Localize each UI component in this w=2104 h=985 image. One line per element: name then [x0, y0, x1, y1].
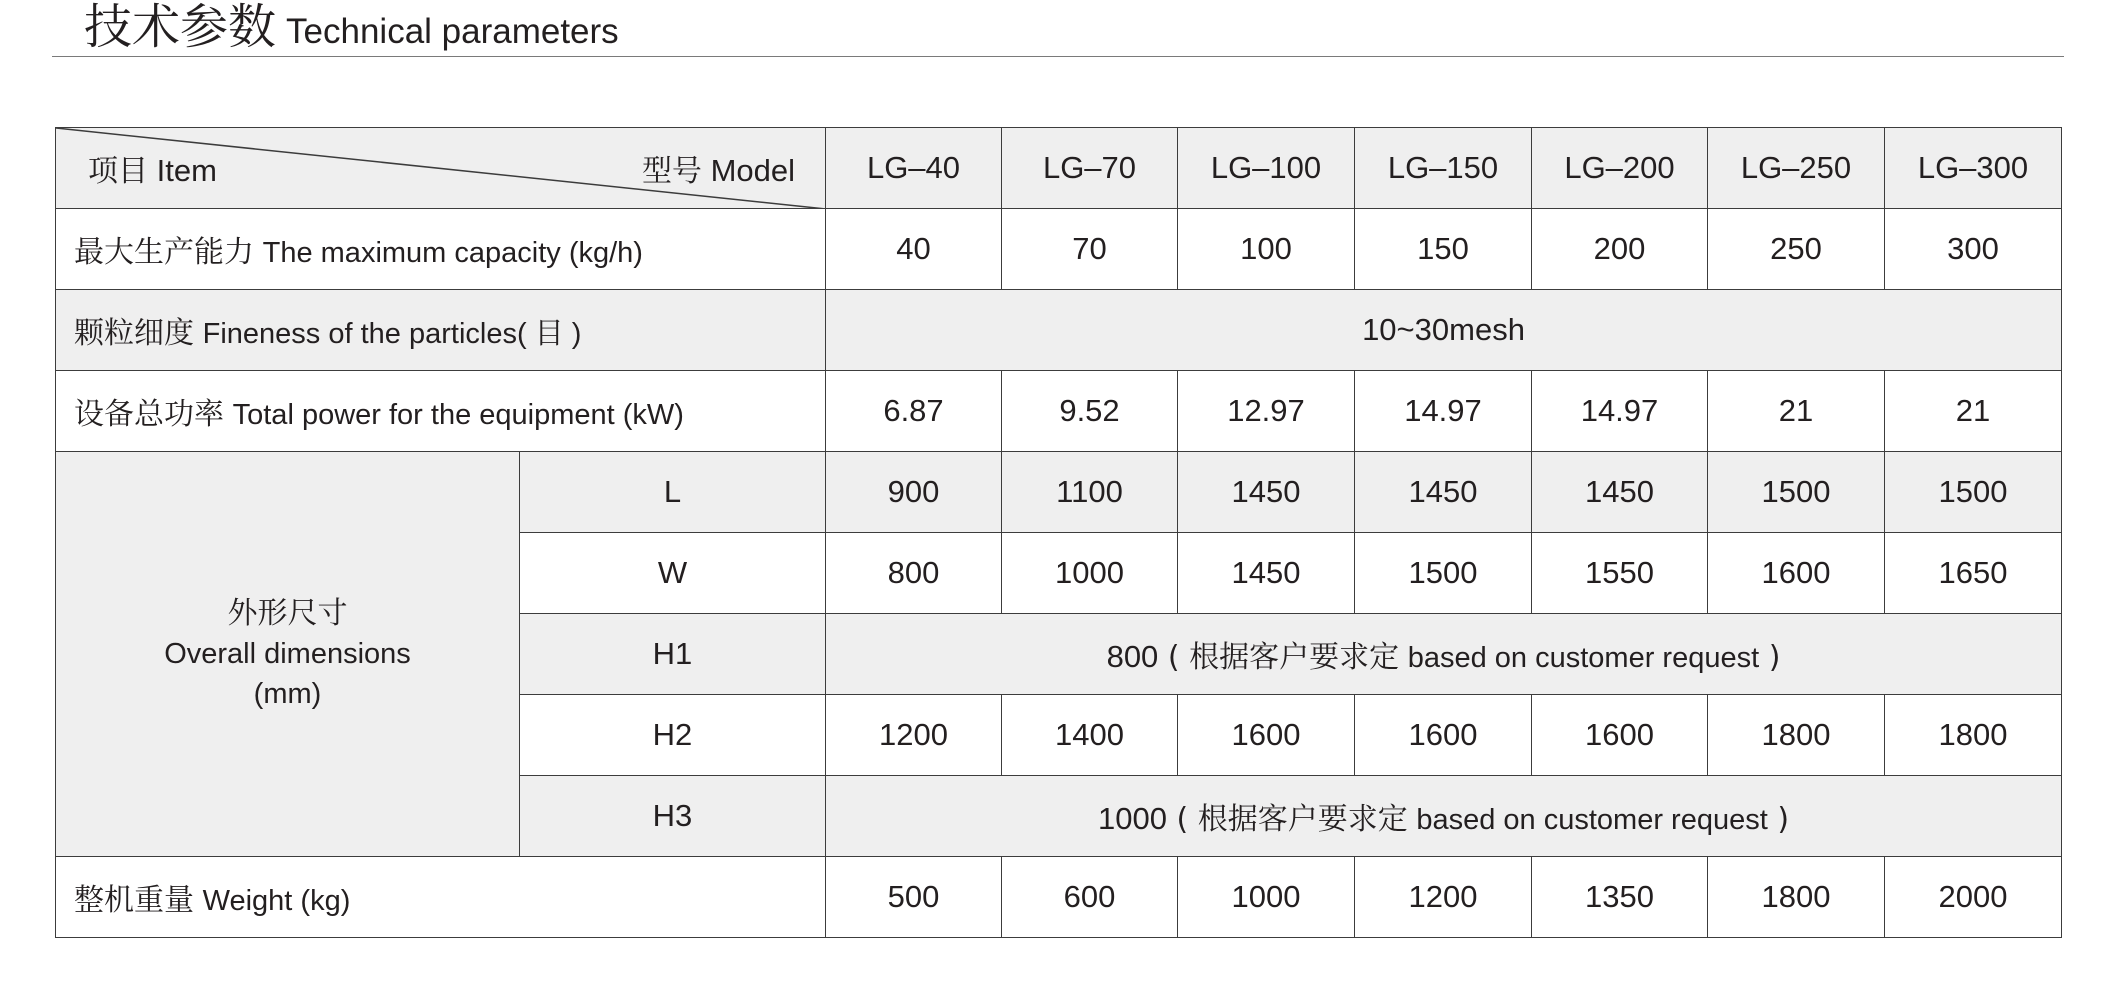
value-cell: 1400 — [1002, 695, 1178, 776]
dimension-sublabel: H2 — [520, 695, 826, 776]
value-cell: 1450 — [1178, 533, 1355, 614]
value-cell: 200 — [1532, 209, 1708, 290]
value-cell: 1650 — [1885, 533, 2062, 614]
value-cell: 150 — [1355, 209, 1532, 290]
value-cell: 300 — [1885, 209, 2062, 290]
model-cell: LG–250 — [1708, 128, 1885, 209]
dimensions-label-zh: 外形尺寸 — [227, 596, 348, 631]
model-header: 型号 Model — [641, 153, 795, 189]
value-cell: 6.87 — [826, 371, 1002, 452]
value-cell: 2000 — [1885, 857, 2062, 938]
value-cell: 1000 — [1002, 533, 1178, 614]
value-cell: 1200 — [826, 695, 1002, 776]
fineness-row — [56, 290, 2062, 371]
fineness-label: 颗粒细度 Fineness of the particles( 目 ) — [56, 290, 826, 371]
value-cell: 14.97 — [1532, 371, 1708, 452]
dimension-sublabel: L — [520, 452, 826, 533]
value-cell: 1200 — [1355, 857, 1532, 938]
value-cell: 14.97 — [1355, 371, 1532, 452]
value-cell: 1800 — [1885, 695, 2062, 776]
dimensions-label-en: Overall dimensions — [164, 638, 411, 670]
dimension-l-row — [56, 452, 2062, 533]
value-cell: 9.52 — [1002, 371, 1178, 452]
model-cell: LG–100 — [1178, 128, 1355, 209]
model-cell: LG–150 — [1355, 128, 1532, 209]
value-cell: 70 — [1002, 209, 1178, 290]
value-cell: 1600 — [1708, 533, 1885, 614]
model-cell: LG–40 — [826, 128, 1002, 209]
value-cell: 12.97 — [1178, 371, 1355, 452]
dimensions-label-unit: (mm) — [253, 678, 322, 710]
capacity-label: 最大生产能力 The maximum capacity (kg/h) — [56, 209, 826, 290]
dimension-sublabel: H3 — [520, 776, 826, 857]
corner-cell — [56, 128, 826, 209]
value-cell: 40 — [826, 209, 1002, 290]
dimension-sublabel: H1 — [520, 614, 826, 695]
page-header — [84, 0, 2064, 56]
model-cell: LG–200 — [1532, 128, 1708, 209]
value-cell: 1600 — [1178, 695, 1355, 776]
item-header: 项目 Item — [88, 153, 217, 189]
model-cell: LG–300 — [1885, 128, 2062, 209]
header-divider — [52, 56, 2064, 57]
value-cell: 1600 — [1532, 695, 1708, 776]
value-cell: 1450 — [1178, 452, 1355, 533]
value-cell: 1450 — [1532, 452, 1708, 533]
weight-row — [56, 857, 2062, 938]
value-cell: 1800 — [1708, 857, 1885, 938]
value-cell: 100 — [1178, 209, 1355, 290]
value-cell: 1600 — [1355, 695, 1532, 776]
h1-span-value: 800 ( 根据客户要求定 based on customer request ) — [826, 614, 2062, 695]
value-cell: 900 — [826, 452, 1002, 533]
title-chinese: 技术参数 — [84, 0, 277, 55]
dimension-sublabel: W — [520, 533, 826, 614]
value-cell: 1100 — [1002, 452, 1178, 533]
power-row — [56, 371, 2062, 452]
value-cell: 1450 — [1355, 452, 1532, 533]
value-cell: 1500 — [1708, 452, 1885, 533]
h3-span-value: 1000 ( 根据客户要求定 based on customer request ) — [826, 776, 2062, 857]
value-cell: 1350 — [1532, 857, 1708, 938]
model-header-row — [56, 128, 2062, 209]
value-cell: 21 — [1885, 371, 2062, 452]
value-cell: 600 — [1002, 857, 1178, 938]
value-cell: 1500 — [1355, 533, 1532, 614]
model-cell: LG–70 — [1002, 128, 1178, 209]
value-cell: 1000 — [1178, 857, 1355, 938]
power-label: 设备总功率 Total power for the equipment (kW) — [56, 371, 826, 452]
value-cell: 250 — [1708, 209, 1885, 290]
value-cell: 1800 — [1708, 695, 1885, 776]
dimensions-label — [56, 452, 520, 857]
value-cell: 21 — [1708, 371, 1885, 452]
value-cell: 1550 — [1532, 533, 1708, 614]
value-cell: 500 — [826, 857, 1002, 938]
value-cell: 1500 — [1885, 452, 2062, 533]
technical-parameters-table — [55, 127, 2062, 938]
fineness-value: 10~30mesh — [826, 290, 2062, 371]
weight-label: 整机重量 Weight (kg) — [56, 857, 826, 938]
title-english: Technical parameters — [286, 12, 619, 51]
value-cell: 800 — [826, 533, 1002, 614]
capacity-row — [56, 209, 2062, 290]
